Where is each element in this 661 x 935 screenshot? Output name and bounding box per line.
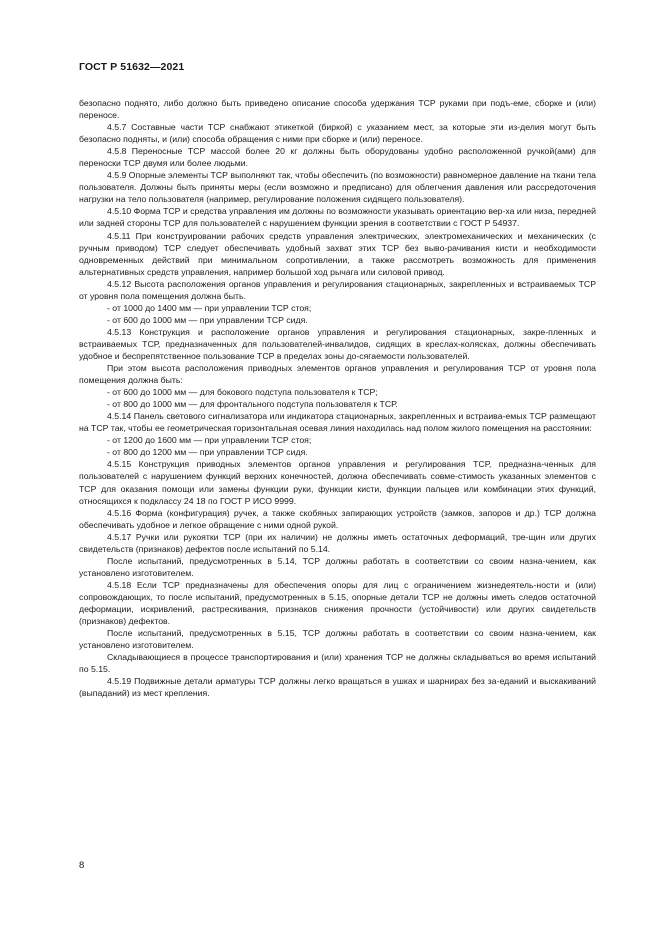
document-header: ГОСТ Р 51632—2021 — [79, 61, 185, 73]
paragraph: 4.5.12 Высота расположения органов управления и регулирования стационарных, закрепленных и встраиваемых ТСР от уровня пола помещения должна быть. — [79, 278, 596, 301]
paragraph: 4.5.16 Форма (конфигурация) ручек, а также скобяных запирающих устройств (замков, запоров и др.) ТСР должна обеспечивать удобное и легкое обращение с ними одной рукой. — [79, 507, 596, 530]
list-item: - от 600 до 1000 мм — при управлении ТСР сидя. — [107, 314, 308, 325]
list-item: - от 1200 до 1600 мм — при управлении ТСР стоя; — [107, 435, 312, 446]
paragraph: 4.5.17 Ручки или рукоятки ТСР (при их наличии) не должны иметь остаточных деформаций, тре-щин или других свидетельств (признаков) дефектов после испытаний по 5.14. — [79, 531, 596, 554]
paragraph: 4.5.9 Опорные элементы ТСР выполняют так, чтобы обеспечить (по возможности) равномерное давление на ткани тела пользователя. Должны быть приняты меры (если возможно и предписано) для облегчения давления или рассредоточения нагрузки на тело пользователя (например, регулирование положения сидящего пользователя). — [79, 170, 596, 205]
paragraph: При этом высота расположения приводных элементов органов управления и регулирования ТСР от уровня пола помещения должна быть: — [79, 363, 596, 386]
paragraph: Складывающиеся в процессе транспортирования и (или) хранения ТСР не должны складываться во время испытаний по 5.15. — [79, 652, 596, 675]
paragraph: После испытаний, предусмотренных в 5.14, ТСР должны работать в соответствии со своим назна-чением, как установлено изготовителем. — [79, 555, 596, 578]
paragraph: 4.5.15 Конструкция приводных элементов органов управления и регулирования ТСР, предназна-ченных для пользователей с нарушением функций верхних конечностей, должна обеспечивать совме-стимость указанных элементов с ТСР для оказания помощи или замены функции руки, функции кисти, функции пальцев или комбинации этих функций, относящихся к подклассу 24 18 по ГОСТ Р ИСО 9999. — [79, 459, 596, 506]
paragraph: После испытаний, предусмотренных в 5.15, ТСР должны работать в соответствии со своим назна-чением, как установлено изготовителем. — [79, 628, 596, 651]
paragraph: 4.5.7 Составные части ТСР снабжают этикеткой (биркой) с указанием мест, за которые эти из-делия могут быть безопасно подняты, и (или) способа обращения с ними при сборке и (или) переносе. — [79, 122, 596, 145]
paragraph: 4.5.11 При конструировании рабочих средств управления электрических, электромеханических и механических (с ручным приводом) ТСР следует обеспечивать удобный захват этих ТСР без выво-рачивания кисти и необходимости одновременных действий при минимальном сопротивлении, а также рассмотреть возможность для применения альтернативных средств управления, например большой ход рычага или силовой привод. — [79, 230, 596, 277]
paragraph: 4.5.18 Если ТСР предназначены для обеспечения опоры для лиц с ограничением жизнедеятель-ности и (или) сопровождающих, то после испытаний, предусмотренных в 5.15, опорные детали ТСР не должны иметь следов остаточной деформации, искривлений, растрескивания, признаков снижения прочности (устойчивости) или других свидетельств (признаков) дефектов. — [79, 579, 596, 627]
list-item: - от 600 до 1000 мм — для бокового подступа пользователя к ТСР; — [107, 387, 378, 398]
paragraph: безопасно поднято, либо должно быть приведено описание способа удержания ТСР руками при подъ-еме, сборке и (или) переносе. — [79, 98, 596, 121]
list-item: - от 1000 до 1400 мм — при управлении ТСР стоя; — [107, 302, 312, 313]
paragraph: 4.5.10 Форма ТСР и средства управления им должны по возможности указывать ориентацию вер-ха или низа, передней или задней стороны ТСР для пользователей с нарушением функции зрения в соответствии с ГОСТ Р 54937. — [79, 206, 596, 229]
paragraph: 4.5.8 Переносные ТСР массой более 20 кг должны быть оборудованы удобно расположенной ручкой(ами) для переноски ТСР двумя или более людьми. — [79, 146, 596, 169]
paragraph: 4.5.19 Подвижные детали арматуры ТСР должны легко вращаться в ушках и шарнирах без за-еданий и выскакиваний (выпаданий) из мест крепления. — [79, 676, 596, 699]
document-body — [79, 97, 596, 699]
paragraph: 4.5.13 Конструкция и расположение органов управления и регулирования стационарных, закре-пленных и встраиваемых ТСР, предназначенных для пользователей-инвалидов, сидящих в креслах-колясках, должны обеспечивать удобное и беспрепятственное пользование ТСР в пределах зоны до-сягаемости пользователей. — [79, 326, 596, 361]
paragraph: 4.5.14 Панель светового сигнализатора или индикатора стационарных, закрепленных и встраива-емых ТСР размещают на ТСР так, чтобы ее геометрическая горизонтальная осевая линия находилась над полом жилого помещения на расстоянии: — [79, 411, 596, 434]
list-item: - от 800 до 1200 мм — при управлении ТСР сидя. — [107, 447, 308, 458]
list-item: - от 800 до 1000 мм — для фронтального подступа пользователя к ТСР. — [107, 399, 398, 410]
page-number: 8 — [79, 860, 85, 871]
